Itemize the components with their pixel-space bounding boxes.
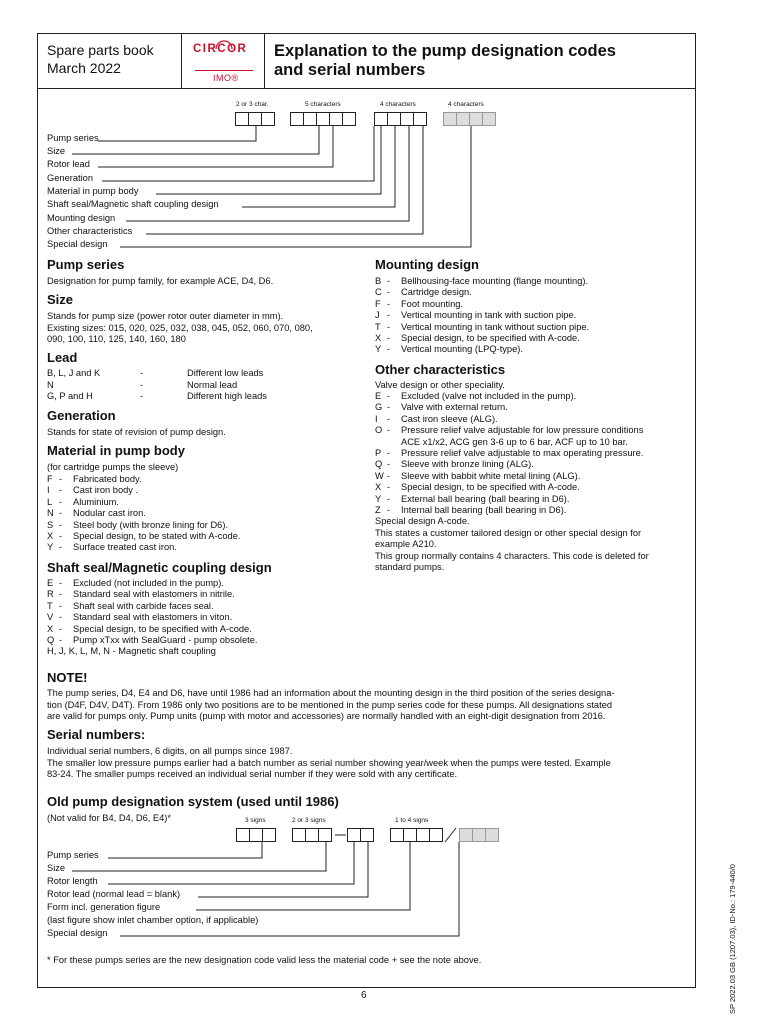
code-label: Pump series bbox=[47, 133, 99, 143]
old-label: (last figure show inlet chamber option, if applicable) bbox=[47, 915, 259, 925]
list-item: O - Pressure relief valve adjustable for low pressure conditions bbox=[375, 425, 644, 436]
lead-desc: Different high leads bbox=[187, 391, 267, 401]
caption-old-series: 3 signs bbox=[245, 817, 266, 824]
code-boxes-size bbox=[290, 112, 355, 126]
list-item: V - Standard seal with elastomers in viton. bbox=[47, 612, 233, 623]
list-item: T - Vertical mounting in tank without suction pipe. bbox=[375, 321, 590, 332]
lead-dash: - bbox=[140, 391, 144, 401]
list-item: L - Aluminium. bbox=[47, 496, 119, 507]
list-item: F - Fabricated body. bbox=[47, 474, 142, 484]
code-label: Rotor lead bbox=[47, 159, 90, 169]
serial-text: Individual serial numbers, 6 digits, on all pumps since 1987. bbox=[47, 746, 293, 756]
caption-special: 4 characters bbox=[448, 101, 484, 108]
heading-size: Size bbox=[47, 292, 74, 307]
logo-sub: IMO® bbox=[213, 73, 239, 83]
lead-dash: - bbox=[140, 380, 144, 390]
list-item: P - Pressure relief valve adjustable to max operating pressure. bbox=[375, 448, 644, 459]
lead-desc: Normal lead bbox=[187, 380, 238, 390]
code-boxes-special bbox=[443, 112, 495, 126]
lead-code: B, L, J and K bbox=[47, 368, 101, 378]
list-item: G - Valve with external return. bbox=[375, 402, 508, 413]
list-item: R - Standard seal with elastomers in nitrile. bbox=[47, 589, 235, 600]
footnote: * For these pumps series are the new designation code valid less the material code + see the note above. bbox=[47, 955, 482, 965]
page-title bbox=[274, 42, 616, 80]
old-boxes-size bbox=[292, 828, 331, 842]
caption-rotor: 4 characters bbox=[380, 101, 416, 108]
circor-logo bbox=[183, 33, 265, 88]
heading-pump-series: Pump series bbox=[47, 257, 125, 272]
title-line-2: and serial numbers bbox=[274, 61, 426, 79]
heading-other: Other characteristics bbox=[375, 362, 506, 377]
title-line-1: Explanation to the pump designation codes bbox=[274, 42, 616, 60]
mounting-list bbox=[375, 276, 589, 356]
old-boxes-series bbox=[236, 828, 275, 842]
code-label: Size bbox=[47, 146, 66, 156]
caption-old-form: 1 to 4 signs bbox=[395, 817, 429, 824]
list-item: I - Cast iron sleeve (ALG). bbox=[375, 413, 498, 424]
list-item: J - Vertical mounting in tank with suction pipe. bbox=[375, 310, 577, 321]
old-label: Size bbox=[47, 863, 66, 873]
serial-text: 83-24. The smaller pumps received an individual serial number if they were sold with any certificate. bbox=[47, 769, 458, 779]
old-system-note: (Not valid for B4, D4, D6, E4)* bbox=[47, 813, 172, 823]
lead-desc: Different low leads bbox=[187, 368, 264, 378]
list-item: C - Cartridge design. bbox=[375, 287, 472, 298]
code-label: Special design bbox=[47, 239, 108, 249]
old-label: Rotor length bbox=[47, 876, 98, 886]
list-item: Special design A-code. bbox=[375, 516, 470, 527]
note-text: tion (D4F, D4V, D4T). From 1986 only two positions are to be mentioned in the pump series code for these pumps. All designations stated bbox=[47, 700, 613, 710]
size-text: Stands for pump size (power rotor outer diameter in mm). bbox=[47, 311, 284, 321]
list-item: T - Shaft seal with carbide faces seal. bbox=[47, 600, 214, 611]
serial-text: The smaller low pressure pumps earlier had a batch number as serial number showing year/week when the pumps were tested. Example bbox=[47, 758, 611, 768]
list-item: I - Cast iron body . bbox=[47, 485, 139, 496]
code-label: Material in pump body bbox=[47, 186, 139, 196]
other-list bbox=[375, 391, 649, 574]
list-item: X - Special design, to be specified with A-code. bbox=[47, 623, 252, 634]
size-text: Existing sizes: 015, 020, 025, 032, 038, 045, 052, 060, 070, 080, bbox=[47, 323, 313, 333]
shaft-seal-list bbox=[47, 578, 257, 658]
heading-lead: Lead bbox=[47, 350, 78, 365]
list-item: example A210. bbox=[375, 539, 437, 550]
list-item: Y - Surface treated cast iron. bbox=[47, 542, 177, 553]
code-label: Mounting design bbox=[47, 213, 116, 223]
other-intro: Valve design or other speciality. bbox=[375, 380, 505, 390]
heading-shaft-seal: Shaft seal/Magnetic coupling design bbox=[47, 560, 272, 575]
list-item: This group normally contains 4 characters. This code is deleted for bbox=[375, 550, 649, 561]
document-id: SP 2022.03 GB (1207.03), ID-No.: 179-440/0 bbox=[728, 864, 737, 1014]
old-boxes-special bbox=[459, 828, 498, 842]
list-item: Y - Vertical mounting (LPQ-type). bbox=[375, 344, 523, 355]
size-text: 090, 100, 110, 125, 140, 160, 180 bbox=[47, 334, 186, 344]
list-item: Z - Internal ball bearing (ball bearing in D6). bbox=[375, 505, 567, 516]
code-label: Other characteristics bbox=[47, 226, 133, 236]
old-boxes-form bbox=[390, 828, 442, 842]
book-name: Spare parts book bbox=[47, 42, 154, 58]
list-item: This states a customer tailored design or other special design for bbox=[375, 527, 642, 538]
lead-dash: - bbox=[140, 368, 144, 378]
list-item: B - Bellhousing-face mounting (flange mounting). bbox=[375, 276, 589, 286]
book-date: March 2022 bbox=[47, 60, 121, 76]
list-item: E - Excluded (not included in the pump). bbox=[47, 578, 224, 588]
note-text: The pump series, D4, E4 and D6, have until 1986 had an information about the mounting design in the third position of the series designa- bbox=[47, 688, 615, 698]
list-item: F - Foot mounting. bbox=[375, 298, 464, 309]
logo-divider bbox=[195, 70, 253, 71]
old-label: Special design bbox=[47, 928, 108, 938]
list-item: ACE x1/x2, ACG gen 3-6 up to 6 bar, ACF up to 10 bar. bbox=[401, 436, 628, 447]
list-item: X - Special design, to be stated with A-code. bbox=[47, 531, 241, 542]
book-info bbox=[37, 33, 182, 88]
old-label: Form incl. generation figure bbox=[47, 902, 161, 912]
old-label: Rotor lead (normal lead = blank) bbox=[47, 889, 181, 899]
list-item: Y - External ball bearing (ball bearing in D6). bbox=[375, 493, 570, 504]
list-item: Q - Sleeve with bronze lining (ALG). bbox=[375, 459, 534, 470]
list-item: Q - Pump xTxx with SealGuard - pump obsolete. bbox=[47, 635, 258, 646]
pump-series-text: Designation for pump family, for example ACE, D4, D6. bbox=[47, 276, 274, 286]
code-boxes-series bbox=[235, 112, 274, 126]
list-item: X - Special design, to be specified with A-code. bbox=[375, 333, 580, 344]
list-item: W - Sleeve with babbit white metal lining (ALG). bbox=[375, 470, 581, 481]
code-label: Shaft seal/Magnetic shaft coupling design bbox=[47, 199, 219, 209]
heading-note: NOTE! bbox=[47, 670, 88, 685]
lead-code: N bbox=[47, 380, 54, 390]
list-item: standard pumps. bbox=[375, 562, 445, 573]
caption-series: 2 or 3 char. bbox=[236, 101, 269, 108]
lead-code: G, P and H bbox=[47, 391, 93, 401]
list-item: H, J, K, L, M, N - Magnetic shaft coupling bbox=[47, 646, 216, 657]
material-list bbox=[47, 474, 240, 554]
list-item: E - Excluded (valve not included in the pump). bbox=[375, 391, 577, 401]
heading-material: Material in pump body bbox=[47, 443, 185, 458]
old-boxes-rotor bbox=[347, 828, 373, 842]
list-item: S - Steel body (with bronze lining for D6). bbox=[47, 519, 229, 530]
heading-old-system: Old pump designation system (used until 1986) bbox=[47, 794, 339, 809]
heading-serial: Serial numbers: bbox=[47, 727, 146, 742]
code-label: Generation bbox=[47, 173, 93, 183]
code-boxes-design bbox=[374, 112, 426, 126]
caption-size: 5 characters bbox=[305, 101, 341, 108]
heading-generation: Generation bbox=[47, 408, 116, 423]
heading-mounting: Mounting design bbox=[375, 257, 479, 272]
old-label: Pump series bbox=[47, 850, 99, 860]
generation-text: Stands for state of revision of pump design. bbox=[47, 427, 226, 437]
page-number: 6 bbox=[361, 990, 367, 1001]
list-item: N - Nodular cast iron. bbox=[47, 508, 146, 519]
caption-old-size: 2 or 3 signs bbox=[292, 817, 326, 824]
logo-text: CIRCOR bbox=[193, 43, 248, 55]
list-item: X - Special design, to be specified with A-code. bbox=[375, 482, 580, 493]
material-intro: (for cartridge pumps the sleeve) bbox=[47, 462, 179, 472]
page-header bbox=[37, 33, 696, 89]
note-text: are valid for pumps only. Pump units (pump with motor and accessories) are normally handled with an eight-digit designation from 2016. bbox=[47, 711, 606, 721]
